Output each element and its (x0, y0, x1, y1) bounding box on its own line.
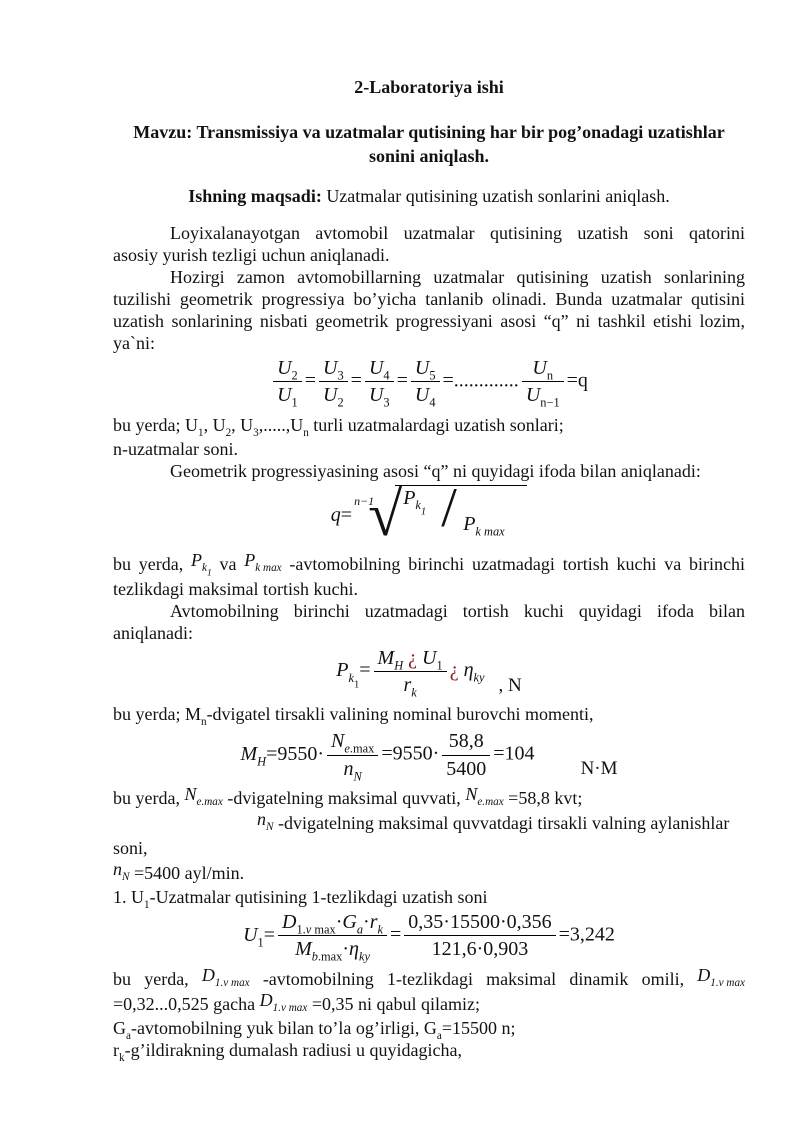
fraction (404, 911, 555, 961)
formula-u1 (113, 911, 745, 965)
item-1-heading: 1. $U_1$-Uzatmalar qutisining 1-tezlikdagi uzatish soni (113, 887, 488, 912)
where-line-pk-2: tezlikdagi maksimal tortish kuchi. (113, 578, 358, 599)
equals-q: =q (566, 369, 588, 392)
fraction-denominator: 5400 (442, 755, 490, 780)
fraction (365, 357, 394, 410)
fraction-numerator: 0,35·15500·0,356 (408, 911, 552, 934)
page-title: 2-Laboratoriya ishi (354, 77, 504, 97)
fraction-denominator: $U_3$ (365, 381, 394, 406)
diagonal-slash: / (441, 476, 457, 539)
paragraph-4-line-2: aniqlanadi: (113, 622, 193, 643)
dots-separator: =............. (442, 369, 519, 392)
fraction (442, 730, 490, 780)
radical-index: n−1 (354, 494, 375, 509)
equals-sign: = (304, 369, 316, 392)
fraction-numerator: $U_4$ (368, 357, 390, 383)
radical-expression (330, 476, 527, 550)
unit-newton: , N (498, 675, 522, 697)
where-line-n: n-uzatmalar soni. (113, 438, 238, 459)
goal-text: Uzatmalar qutisining uzatish sonlarini aniqlash. (321, 186, 670, 206)
where-line-nn: $n_N$ -dvigatelning maksimal quvvatdagi tirsakli valning aylanishlar soni, (113, 809, 730, 859)
goal-label: Ishning maqsadi: (188, 186, 322, 206)
where-line-nn-value: $n_N =5400$ ayl/min. (113, 859, 245, 884)
fraction-denominator: $n_N$ (327, 755, 378, 780)
equals-9550: =9550· (381, 742, 440, 765)
where-line-d-2: =0,32...0,525 gacha $D_{1.v max} =0,35$ ni qabul qilamiz; (113, 989, 480, 1014)
where-line-rk: $r_k-g’ildirakning$ dumalash radiusi u quyidagicha, (113, 1039, 462, 1064)
fraction (327, 730, 378, 784)
fraction-denominator: $U_1$ (273, 381, 302, 406)
paragraph-4-line-1: Avtomobilning birinchi uzatmadagi tortish kuchi quyidagi ifoda bilan (170, 600, 745, 621)
fraction-numerator: $U_5$ (414, 357, 436, 383)
fraction-denominator: $r_k$ (374, 671, 447, 696)
fraction (522, 357, 564, 410)
formula-traction-force (113, 646, 745, 700)
where-line-ga: $G_a$-avtomobilning yuk bilan to’la og’irligi, $G_a=15500$ n; (113, 1017, 516, 1042)
fraction-numerator: $U_3$ (323, 357, 344, 383)
equals-result: =3,242 (558, 923, 615, 946)
paragraph-2-line-2: tuzilishi geometrik progressiya bo’yicha tanlanib olinadi. Bunda uzatmalar qutisini (113, 289, 745, 309)
radical-body (395, 476, 527, 546)
paragraph-2-line-3: uzatish sonlarining nisbati geometrik progressiyani asosi “q” ni tashkil etishi lozim, (113, 311, 745, 331)
formula-nominal-moment (113, 730, 745, 784)
mh-equals: $M_H=9550\cdot$ (240, 742, 325, 769)
where-line-nemax: bu yerda, $N_{e.max}$ -dvigatelning maksimal quvvati, $N_{e.max} =58,8$ kvt; (113, 784, 583, 809)
fraction-numerator: $N_{e.max}$ (331, 730, 375, 756)
radical-sign: √ (368, 481, 403, 550)
fraction (374, 646, 447, 700)
pk1-equals: $P_{k_1}=$ (336, 659, 371, 690)
fraction-denominator: $U_4$ (411, 381, 440, 406)
fraction (278, 911, 387, 965)
equals-sign: = (396, 369, 408, 392)
fraction-numerator: $U_2$ (277, 357, 298, 383)
topic-heading: Mavzu: Transmissiya va uzatmalar qutisining har bir pog’onadagi uzatishlar sonini aniqlash. (133, 122, 725, 166)
paragraph-3: Geometrik progressiyasining asosi “q” ni quyidagi ifoda bilan aniqlanadi: (170, 460, 701, 481)
fraction-denominator: $U_2$ (319, 381, 348, 406)
where-line-d-1: bu yerda, $D_{1.v max}$ -avtomobilning 1-tezlikdagi maksimal dinamik omili, $D_{1.v max}$ (113, 964, 745, 989)
where-line-mn: bu yerda; $M_n$-dvigatel tirsakli valining nominal burovchi momenti, (113, 704, 594, 729)
fraction (273, 357, 302, 410)
fraction (411, 357, 440, 410)
fraction-numerator: $U_n$ (532, 357, 554, 383)
eta-term: ¿ $\eta_{ky}$ (449, 659, 485, 685)
where-line-pk-1: bu yerda, $P_{k_1}$ va $P_{k max}$ -avtomobilning birinchi uzatmadagi tortish kuchi va birinchi (113, 549, 746, 579)
diagonal-numerator: $P_{k_1}$ (403, 486, 427, 518)
fraction-denominator: 121,6·0,903 (404, 935, 555, 960)
equals-sign: = (390, 923, 402, 946)
u1-equals: $U_1=$ (243, 923, 276, 950)
paragraph-2-line-1: Hozirgi zamon avtomobillarning uzatmalar qutisining uzatish sonlarining (170, 267, 745, 287)
fraction-numerator: 58,8 (448, 730, 484, 753)
paragraph-2-line-4: ya`ni: (113, 333, 155, 353)
fraction-denominator: $U_{n-1}$ (522, 381, 564, 406)
fraction-denominator: $M_{b.max}\cdot\eta_{ky}$ (278, 935, 387, 960)
fraction-numerator: $D_{1.v max}\cdot G_a\cdot r_k$ (282, 911, 384, 937)
paragraph-1-line-1: Loyixalanayotgan avtomobil uzatmalar qutisining uzatish soni qatorini (170, 223, 745, 243)
q-equals: q= (330, 504, 353, 527)
diagonal-denominator: $P_{k max}$ (463, 512, 505, 539)
paragraph-1-line-2: asosiy yurish tezligi uchun aniqlanadi. (113, 245, 390, 265)
fraction (319, 357, 348, 410)
equals-104: =104 (493, 742, 535, 765)
formula-progression-chain (113, 357, 745, 410)
unit-newton-meter: N·M (580, 757, 618, 779)
where-line-u: bu yerda; $U_1$, $U_2$, $U_3,.....,U_n$ turli uzatmalardagi uzatish sonlari; (113, 414, 564, 439)
goal-line (113, 185, 745, 207)
fraction-numerator: $M_H$ ¿ $U_1$ (377, 646, 443, 673)
formula-q-radical (113, 476, 745, 550)
equals-sign: = (350, 369, 362, 392)
